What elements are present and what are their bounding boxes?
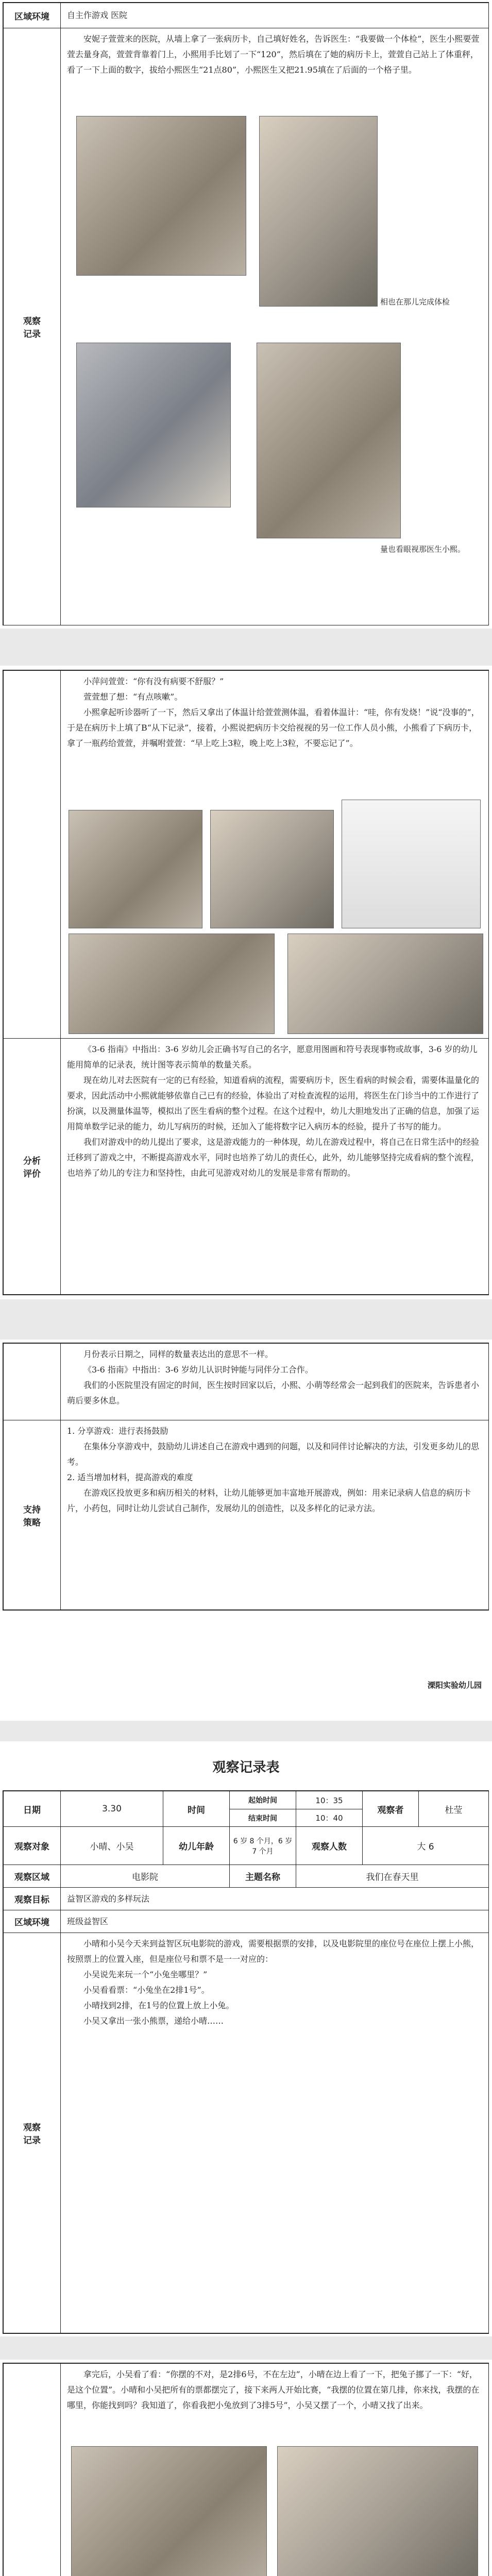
record-table-2	[3, 670, 489, 1295]
observer-label: 观察者	[362, 1791, 419, 1827]
record-table-3	[3, 1343, 489, 1611]
record-text-2	[61, 671, 488, 754]
photo-doctor-checkup	[76, 343, 231, 507]
record-paragraph: 小吴又拿出一张小熊票，递给小晴……	[83, 2016, 224, 2026]
record-label-cell	[3, 2363, 61, 2576]
analysis-paragraph: 《3-6 指南》中指出：3-6 岁幼儿认识时钟能与同伴分工合作。	[83, 1365, 313, 1375]
record-label-cell	[3, 670, 61, 1039]
observer-value: 杜莹	[418, 1791, 489, 1827]
photo-medicine-pack	[287, 934, 483, 1034]
support-label: 支持 策略	[3, 1420, 61, 1610]
support-paragraph: 在游戏区投放更多和病历相关的材料，让幼儿能够更加丰富地开展游戏，例如：用来记录病人信息的病历卡片，小药包，同时让幼儿尝试自己制作，发展幼儿的创造性，以及多样化的记录方法。	[67, 1488, 471, 1513]
photo-thermometer	[210, 810, 334, 928]
count-label: 观察人数	[296, 1826, 363, 1865]
support-line: 2. 适当增加材料，提高游戏的难度	[67, 1472, 193, 1482]
page-4	[0, 1741, 492, 2336]
photo-medical-record	[342, 800, 481, 928]
page-3	[0, 1340, 492, 1721]
theme-value: 我们在春天里	[296, 1865, 489, 1888]
page-5	[0, 2360, 492, 2576]
photo-caption-1: 相也在那儿完成体检	[380, 297, 450, 307]
record-paragraph: 小熙拿起听诊器听了一下，然后又拿出了体温计给萱萱测体温，看着体温计：“哇，你有发烧！”说“没事的”，于是在病历卡上填了B“从下记录”，接着，小熙说把病历卡交给视视的另一位工作人员小熊，小熊看了下病历卡，拿了一瓶药给萱萱，并嘱咐萱萱：“早上吃上3粒，晚上吃上3粒，不要忘记了”。	[67, 707, 480, 748]
page-1	[0, 0, 492, 629]
analysis-paragraph: 我们的小医院里没有固定的时间，医生按时回家以后，小熙、小萌等经常会一起到我们的医院来，告诉患者小萌后要多休息。	[67, 1380, 480, 1405]
record-label: 观察 记录	[3, 1933, 61, 2333]
support-content	[60, 1420, 489, 1610]
page-2	[0, 666, 492, 1299]
start-time-label: 起始时间	[229, 1791, 296, 1809]
target-label: 观察对象	[3, 1826, 61, 1865]
count-value: 大 6	[362, 1826, 489, 1865]
record-content-5	[60, 2363, 489, 2576]
photo-weigh-scale	[259, 116, 378, 307]
photo-cinema-board-1	[71, 2446, 267, 2576]
time-label: 时间	[163, 1791, 230, 1827]
age-value: 6 岁 8 个月，6 岁 7 个月	[229, 1826, 296, 1865]
analysis-paragraph: 我们对游戏中的幼儿提出了要求，这是游戏能力的一种体现，幼儿在游戏过程中，将自己在日常生活中的经验迁移到了游戏之中，不断提高游戏水平，同时也培养了幼儿的责任心，此外，幼儿能够坚持完成看病的整个流程，也培养了幼儿的专注力和坚持性，由此可见游戏对幼儿的发展是非常有帮助的。	[67, 1137, 480, 1178]
env-label: 区域环境	[3, 1910, 61, 1933]
record-paragraph: 小晴和小吴今天来到益智区玩电影院的游戏，需要根据票的安排，以及电影院里的座位号在座位上摆上小熊，按照票上的位置入座，但是座位号和票不是一一对应的：	[67, 1939, 480, 1964]
record-paragraph: 小吴说先来玩一个“小兔坐哪里？”	[83, 1970, 208, 1979]
photo-pharmacy	[69, 934, 275, 1034]
analysis-paragraph: 月份表示日期之，同样的数量表达出的意思不一样。	[83, 1349, 274, 1359]
date-value: 3.30	[60, 1791, 163, 1827]
target-value: 小晴、小吴	[60, 1826, 163, 1865]
analysis-label: 分析 评价	[3, 1038, 61, 1295]
analysis-content	[60, 1038, 489, 1295]
area-value: 自主作游戏 医院	[60, 3, 489, 28]
photo-stethoscope	[69, 810, 202, 928]
record-content-4	[60, 1933, 489, 2333]
env-value: 班级益智区	[60, 1910, 489, 1933]
photo-height-measure	[76, 116, 246, 276]
kindergarten-signature: 溧阳实验幼儿园	[427, 1681, 482, 1690]
age-label: 幼儿年龄	[163, 1826, 230, 1865]
goal-label: 观察目标	[3, 1887, 61, 1910]
support-paragraph: 在集体分享游戏中，鼓励幼儿讲述自己在游戏中遇到的问题，以及和同伴讨论解决的方法，引发更多幼儿的思考。	[67, 1442, 480, 1467]
record-paragraph: 拿完后，小吴看了看：“你摆的不对，是2排6号，不在左边”，小晴在边上看了一下，把兔子挪了一下：“好，是这个位置”。小晴和小吴把所有的票都摆完了，接下来两人开始比赛，“我摆的位置在第几排，你来找，我摆的在哪里，你能找到吗？我知道了，你看我把小兔放到了3排5号”，小吴又摆了一个，小晴又找了出来。	[67, 2369, 480, 2410]
record-content	[60, 28, 489, 625]
end-time-value: 10：40	[296, 1809, 363, 1827]
record-label: 观察 记录	[3, 28, 61, 625]
record-paragraph: 萱萱想了想：“有点咳嗽”。	[83, 692, 183, 702]
record-content-2	[60, 670, 489, 1039]
photo-caption-2: 量也看眼视那医生小熙。	[380, 545, 466, 554]
area-label: 观察区域	[3, 1865, 61, 1888]
record-paragraph: 小晴找到2排，在1号的位置上放上小兔。	[83, 2001, 234, 2010]
start-time-value: 10：35	[296, 1791, 363, 1809]
record-table-1	[3, 2, 489, 625]
date-label: 日期	[3, 1791, 61, 1827]
area-label: 区域环境	[3, 3, 61, 28]
record-text-5	[61, 2364, 488, 2416]
record-paragraph: 安妮子萱萱来的医院，从墙上拿了一张病历卡，自己填好姓名，告诉医生：“我要做一个体检”，医生小熙要萱萱去量身高，萱萱背靠着门上，小熙用手比划了一下“120”，然后填在了她的病历卡上，萱萱自己站上了体重秤，看了一下上面的数字，拔给小熙医生“21点80”，小熙医生又把21.95填在了后面的一个格子里。	[67, 34, 480, 75]
page-title: 观察记录表	[212, 1760, 280, 1775]
record-paragraph: 小吴看看票：“小兔坐在2排1号”。	[83, 1985, 210, 1995]
record-table-5	[3, 2363, 489, 2576]
photo-eye-exam	[257, 343, 401, 538]
record-paragraph: 小萍问萱萱：“你有没有病要不舒服？”	[83, 676, 224, 686]
analysis-paragraph: 现在幼儿对去医院有一定的已有经验，知道看病的流程，需要病历卡，医生看病的时候会看，需要体温量化的要求，因此活动中小熙就能够依靠自己已有的经验，体验出了对检查流程的运用，将医生在门诊当中的工作进行了扮演，以及测量体温等，模拟出了医生看病的整个过程。在这个过程中，幼儿大胆地发出了正确的信息，加强了运用简单数学记录的能力，幼儿写病历的时候，还加入了能将数字记入病历本的经验，提升了书写的能力。	[67, 1075, 480, 1131]
analysis-content-3	[60, 1343, 489, 1420]
record-text	[61, 28, 488, 81]
analysis-label-cell	[3, 1343, 61, 1420]
area-value: 电影院	[60, 1865, 230, 1888]
end-time-label: 结束时间	[229, 1809, 296, 1827]
observation-table	[3, 1790, 489, 2334]
goal-value: 益智区游戏的多样玩法	[60, 1887, 489, 1910]
theme-label: 主题名称	[229, 1865, 296, 1888]
analysis-paragraph: 《3-6 指南》中指出：3-6 岁幼儿会正确书写自己的名字，愿意用图画和符号表现事物或故事，3-6 岁的幼儿能用简单的记录表，统计图等表示简单的数量关系。	[67, 1044, 478, 1070]
photo-cinema-board-2	[277, 2446, 478, 2576]
support-line: 1. 分享游戏：进行表扬鼓励	[67, 1426, 168, 1436]
